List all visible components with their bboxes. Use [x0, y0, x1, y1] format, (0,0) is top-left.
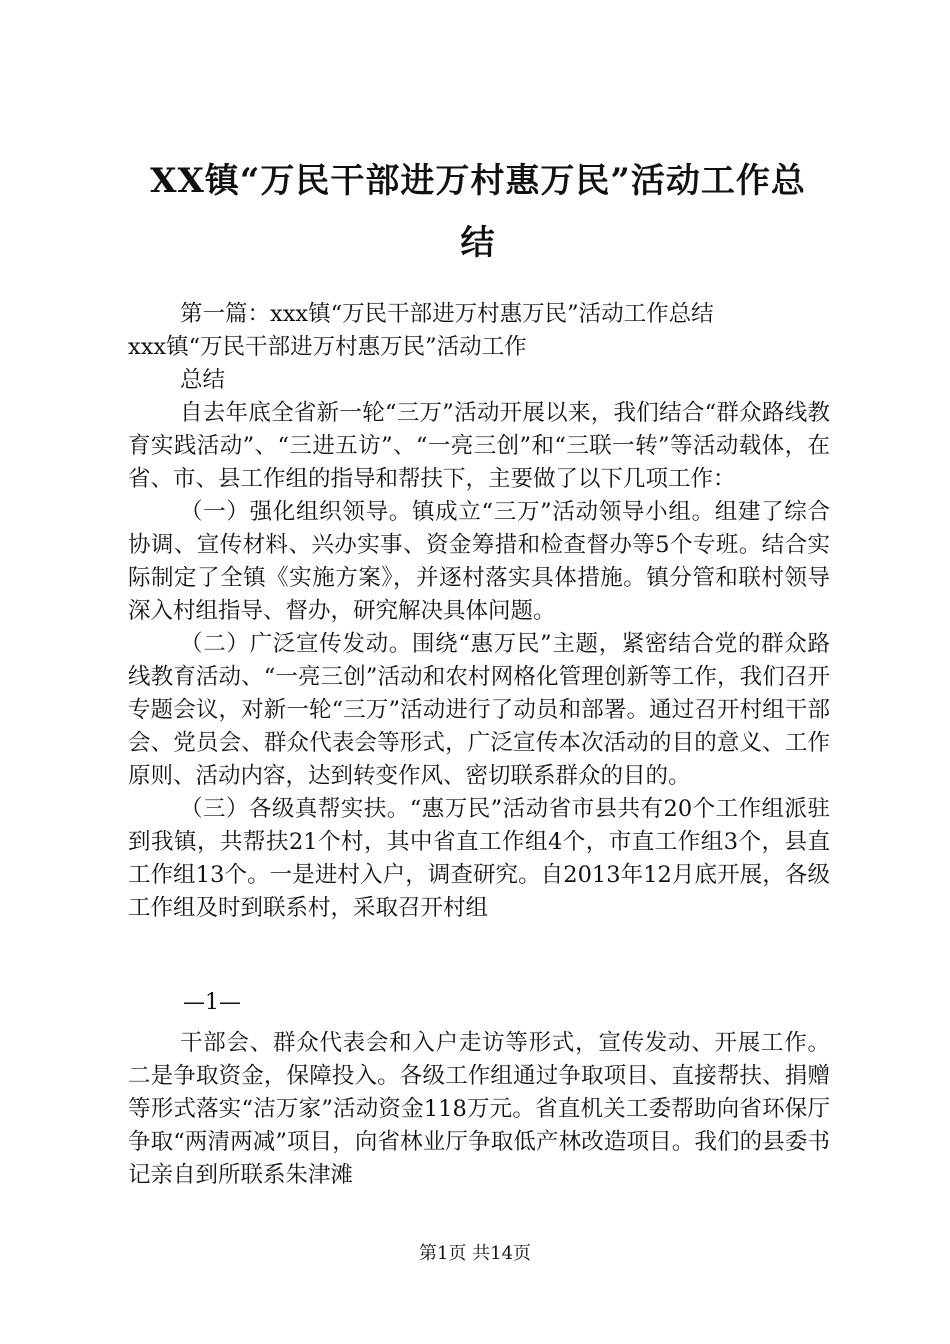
paragraph-section-3: （三）各级真帮实扶。“惠万民”活动省市县共有20个工作组派驻到我镇，共帮扶21个村，其中省直工作组4个，市直工作组3个，县直工作组13个。一是进村入户，调查研究。自2013年12月底开展，各级工作组及时到联系村，采取召开村组	[128, 796, 830, 921]
heading-line-2: xxx镇“万民干部进万村惠万民”活动工作	[128, 334, 527, 360]
paragraph-section-2: （二）广泛宣传发动。围绕“惠万民”主题，紧密结合党的群众路线教育活动、“一亮三创”活动和农村网格化管理创新等工作，我们召开专题会议，对新一轮“三万”活动进行了动员和部署。通过召开村组干部会、党员会、群众代表会等形式，广泛宣传本次活动的目的意义、工作原则、活动内容，达到转变作风、密切联系群众的目的。	[128, 631, 830, 789]
title-line-2: 结	[460, 223, 496, 263]
title-line-1: XX镇“万民干部进万村惠万民”活动工作总	[150, 161, 806, 201]
heading-line-1: 第一篇：xxx镇“万民干部进万村惠万民”活动工作总结	[180, 301, 714, 327]
paragraph-intro: 自去年底全省新一轮“三万”活动开展以来，我们结合“群众路线教育实践活动”、“三进五访”、“一亮三创”和“三联一转”等活动载体，在省、市、县工作组的指导和帮扶下，主要做了以下几项工作：	[128, 400, 830, 492]
body-block-1	[128, 298, 830, 925]
heading-line-3: 总结	[180, 367, 226, 393]
body-block-2	[128, 1027, 830, 1192]
page-footer: 第1页 共14页	[418, 1243, 532, 1264]
paragraph-section-1: （一）强化组织领导。镇成立“三万”活动领导小组。组建了综合协调、宣传材料、兴办实事、资金筹措和检查督办等5个专班。结合实际制定了全镇《实施方案》，并逐村落实具体措施。镇分管和联村领导深入村组指导、督办，研究解决具体问题。	[128, 499, 830, 624]
document-title	[128, 150, 828, 274]
paragraph-continuation: 干部会、群众代表会和入户走访等形式，宣传发动、开展工作。二是争取资金，保障投入。各级工作组通过争取项目、直接帮扶、捐赠等形式落实“洁万家”活动资金118万元。省直机关工委帮助向省环保厅争取“两清两减”项目，向省林业厅争取低产林改造项目。我们的县委书记亲自到所联系朱津滩	[128, 1030, 830, 1188]
page-number-marker: —1—	[183, 990, 241, 1015]
